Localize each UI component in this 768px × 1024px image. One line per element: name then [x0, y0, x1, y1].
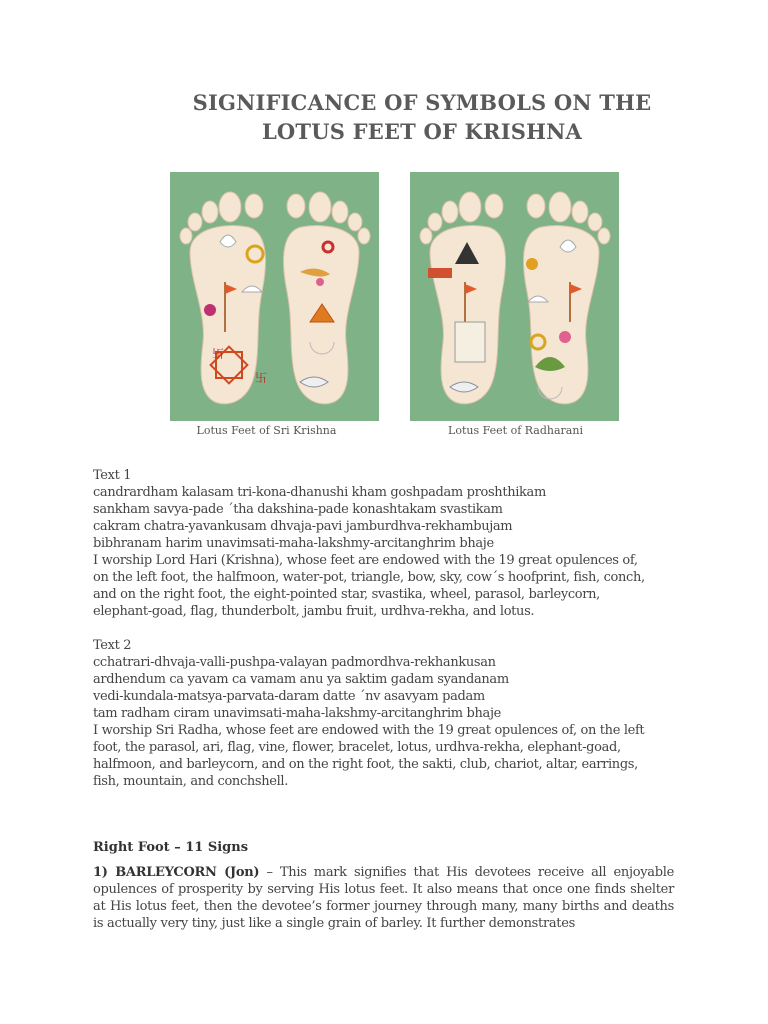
- left-foot-illustration: [180, 192, 267, 404]
- text-2-block: [93, 637, 683, 790]
- text-1-line: I worship Lord Hari (Krishna), whose feet are endowed with the 19 great opulences of,: [93, 553, 638, 568]
- text-1-line: elephant-goad, flag, thunderbolt, jambu fruit, urdhva-rekha, and lotus.: [93, 604, 535, 619]
- text-2-line: foot, the parasol, ari, flag, vine, flower, bracelet, lotus, urdhva-rekha, elephant-goad,: [93, 740, 621, 755]
- text-2-line: I worship Sri Radha, whose feet are endowed with the 19 great opulences of, on the left: [93, 723, 645, 738]
- text-1-line: sankham savya-pade ´tha dakshina-pade konashtakam svastikam: [93, 502, 503, 517]
- krishna-feet-image: [170, 172, 379, 421]
- left-foot-illustration: [420, 192, 505, 404]
- right-foot-heading: Right Foot – 11 Signs: [93, 840, 249, 855]
- text-1-line: bibhranam harim unavimsati-maha-lakshmy-arcitanghrim bhaje: [93, 536, 494, 551]
- text-2-line: tam radham ciram unavimsati-maha-lakshmy-arcitanghrim bhaje: [93, 706, 501, 721]
- text-1-heading: Text 1: [93, 468, 132, 483]
- title-line-1: SIGNIFICANCE OF SYMBOLS ON THE: [192, 90, 652, 115]
- text-1-line: candrardham kalasam tri-kona-dhanushi kham goshpadam proshthikam: [93, 485, 546, 500]
- page-title: [150, 88, 694, 146]
- text-1-line: and on the right foot, the eight-pointed star, svastika, wheel, parasol, barleycorn,: [93, 587, 600, 602]
- svg-text:卐: 卐: [255, 371, 268, 385]
- text-2-line: halfmoon, and barleycorn, and on the right foot, the sakti, club, chariot, altar, earrings,: [93, 757, 638, 772]
- barleycorn-label: 1) BARLEYCORN (Jon): [93, 865, 260, 880]
- title-line-2: LOTUS FEET OF KRISHNA: [261, 119, 583, 144]
- text-1-line: cakram chatra-yavankusam dhvaja-pavi jamburdhva-rekhambujam: [93, 519, 513, 534]
- text-2-line: ardhendum ca yavam ca vamam anu ya saktim gadam syandanam: [93, 672, 509, 687]
- text-2-line: cchatrari-dhvaja-valli-pushpa-valayan padmordhva-rekhankusan: [93, 655, 496, 670]
- figure-caption-radharani: Lotus Feet of Radharani: [448, 424, 583, 437]
- text-1-block: [93, 467, 683, 620]
- right-foot-illustration: [284, 192, 370, 404]
- text-1-line: on the left foot, the halfmoon, water-pot, triangle, bow, sky, cow´s hoofprint, fish, conch,: [93, 570, 645, 585]
- right-foot-illustration: [524, 192, 610, 404]
- text-2-heading: Text 2: [93, 638, 132, 653]
- figure-caption-krishna: Lotus Feet of Sri Krishna: [196, 424, 337, 437]
- barleycorn-paragraph: [93, 864, 674, 932]
- barleycorn-text: – This mark signifies that His devotees receive all enjoyable opulences of prosperity by serving His lotus feet. It also means that once one finds shelter at His lotus feet, then the devotee’s former journey through many, many births and deaths is actually very tiny, just like a single grain of barley. It further demonstrates: [93, 865, 674, 931]
- radharani-feet-image: [410, 172, 619, 421]
- text-2-line: vedi-kundala-matsya-parvata-daram datte ´nv asavyam padam: [93, 689, 485, 704]
- text-2-line: fish, mountain, and conchshell.: [93, 774, 288, 789]
- svg-text:卐: 卐: [212, 347, 225, 361]
